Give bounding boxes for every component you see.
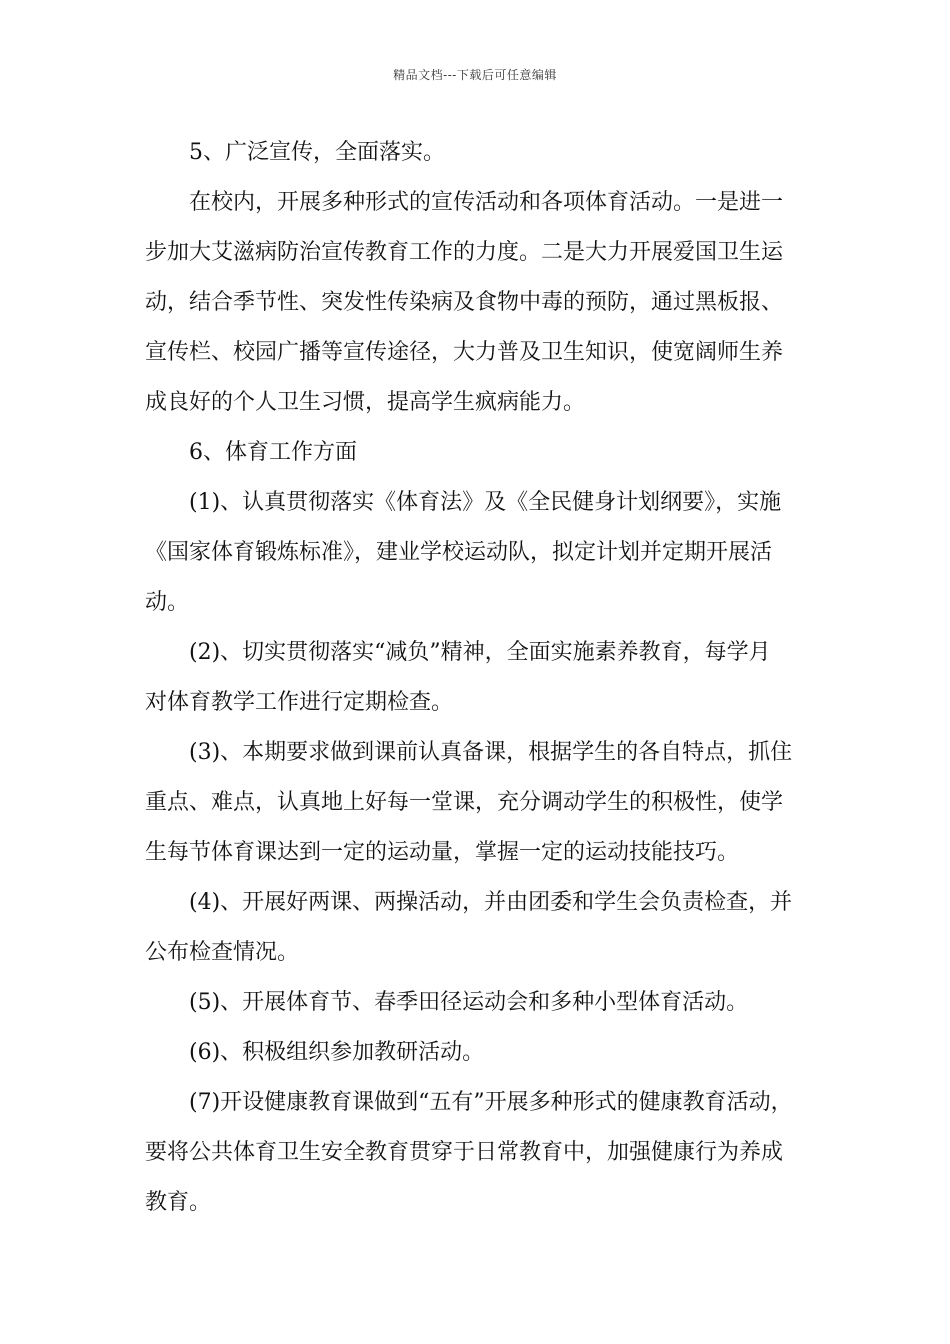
text-line: 《国家体育锻炼标准》，建业学校运动队，拟定计划并定期开展活 — [145, 540, 773, 565]
text-line: 动，结合季节性、突发性传染病及食物中毒的预防，通过黑板报、 — [145, 290, 784, 315]
text-line: (2)、切实贯彻落实“减负”精神，全面实施素养教育，每学月 — [189, 640, 771, 665]
paragraph-item-6 — [145, 1028, 810, 1078]
text-line: 成良好的个人卫生习惯，提高学生疯病能力。 — [145, 390, 586, 415]
text-line: (3)、本期要求做到课前认真备课，根据学生的各自特点，抓住 — [189, 740, 793, 765]
paragraph-item-7 — [145, 1078, 810, 1228]
text-line: (1)、认真贯彻落实《体育法》及《全民健身计划纲要》，实施 — [189, 490, 782, 515]
text-line: 5、广泛宣传，全面落实。 — [189, 140, 445, 165]
text-line: 重点、难点，认真地上好每一堂课，充分调动学生的积极性，使学 — [145, 790, 784, 815]
paragraph-5-heading — [145, 128, 810, 178]
page-header: 精品文档---下载后可任意编辑 — [393, 68, 557, 82]
paragraph-item-5 — [145, 978, 810, 1028]
text-line: 动。 — [145, 590, 190, 615]
text-line: 步加大艾滋病防治宣传教育工作的力度。二是大力开展爱国卫生运 — [145, 240, 784, 265]
paragraph-6-heading — [145, 428, 810, 478]
text-line: (6)、积极组织参加教研活动。 — [189, 1040, 485, 1065]
text-line: 教育。 — [145, 1190, 212, 1215]
paragraph-item-4 — [145, 878, 810, 978]
text-line: (4)、开展好两课、两操活动，并由团委和学生会负责检查，并 — [189, 890, 793, 915]
paragraph-item-1 — [145, 478, 810, 628]
text-line: 公布检查情况。 — [145, 940, 300, 965]
text-line: 6、体育工作方面 — [189, 440, 357, 465]
text-line: (5)、开展体育节、春季田径运动会和多种小型体育活动。 — [189, 990, 749, 1015]
text-line: 在校内，开展多种形式的宣传活动和各项体育活动。一是进一 — [189, 190, 784, 215]
paragraph-item-3 — [145, 728, 810, 878]
text-line: 生每节体育课达到一定的运动量，掌握一定的运动技能技巧。 — [145, 840, 740, 865]
text-line: 要将公共体育卫生安全教育贯穿于日常教育中，加强健康行为养成 — [145, 1140, 784, 1165]
text-line: (7)开设健康教育课做到“五有”开展多种形式的健康教育活动， — [189, 1090, 793, 1115]
paragraph-item-2 — [145, 628, 810, 728]
paragraph-publicity — [145, 178, 810, 428]
text-line: 宣传栏、校园广播等宣传途径，大力普及卫生知识，使宽阔师生养 — [145, 340, 784, 365]
text-line: 对体育教学工作进行定期检查。 — [145, 690, 454, 715]
document-body — [145, 128, 810, 1228]
